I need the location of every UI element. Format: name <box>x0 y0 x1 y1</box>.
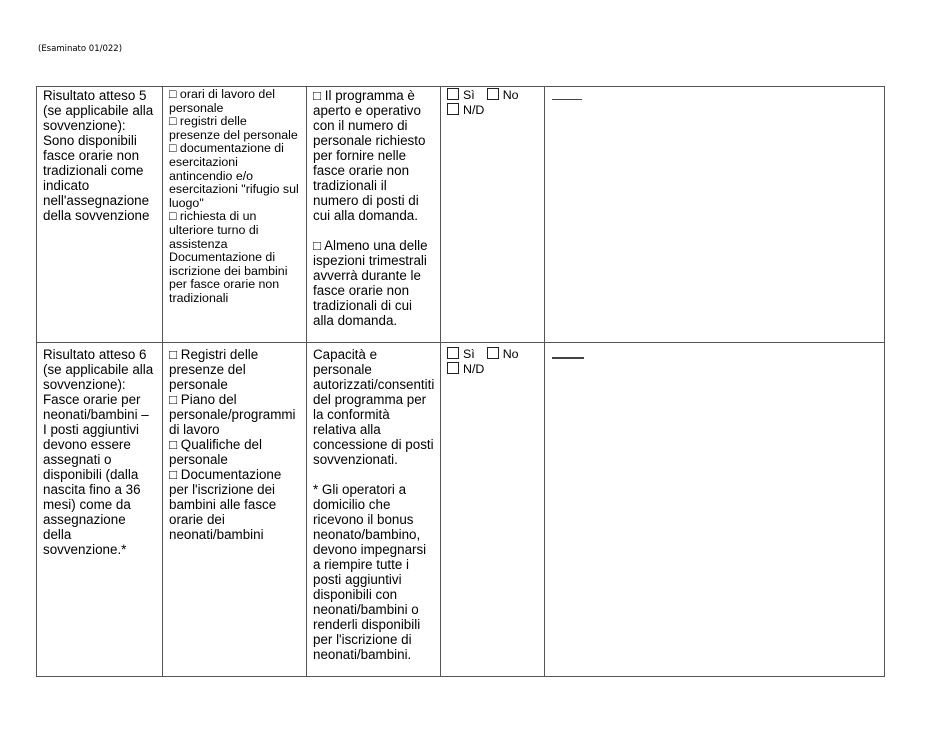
criteria-paragraph: □ Almeno una delle ispezioni trimestrali avverrà durante le fasce orarie non tradizionali di cui alla domanda. <box>313 238 428 328</box>
na-label: N/D <box>463 102 485 117</box>
notes-blank-line <box>552 348 584 359</box>
table-row-outcome-5 <box>37 87 885 343</box>
na-label: N/D <box>463 361 485 376</box>
outcome-text: Risultato atteso 5 (se applicabile alla sovvenzione): Sono disponibili fasce orarie non tradizionali come indicato nell'assegnazione della sovvenzione <box>43 88 154 223</box>
document-item: □ documentazione di esercitazioni antincendio e/o esercitazioni "rifugio sul luogo" <box>169 141 299 210</box>
notes-cell[interactable] <box>545 87 885 343</box>
document-item: □ Documentazione per l'iscrizione dei bambini alle fasce orarie dei neonati/bambini <box>169 467 282 542</box>
document-review-note: (Esaminato 01/022) <box>38 44 123 54</box>
notes-blank-line <box>552 90 582 100</box>
outcome-cell <box>37 87 163 343</box>
no-label: No <box>502 347 519 361</box>
document-item: □ Qualifiche del personale <box>169 437 262 467</box>
outcome-cell <box>37 343 163 677</box>
criteria-cell <box>307 343 441 677</box>
documents-cell <box>163 343 307 677</box>
criteria-paragraph: Capacità e personale autorizzati/consentiti del programma per la conformità relativa alla concessione di posti sovvenzionati. <box>313 347 435 467</box>
compliance-cell <box>441 87 545 343</box>
yes-label: Sì <box>463 88 475 102</box>
criteria-cell <box>307 87 441 343</box>
no-checkbox[interactable] <box>487 88 499 100</box>
no-checkbox[interactable] <box>487 347 499 359</box>
document-item: Documentazione di iscrizione dei bambini per fasce orarie non tradizionali <box>169 250 288 305</box>
outcome-text: Risultato atteso 6 (se applicabile alla sovvenzione): Fasce orarie per neonati/bambini – I posti aggiuntivi devono essere assegnati o disponibili (dalla nascita fino a 36 mesi) come da assegnazione della sovvenzione.* <box>43 347 154 557</box>
criteria-paragraph: □ Il programma è aperto e operativo con il numero di personale richiesto per fornire nelle fasce orarie non tradizionali il numero di posti di cui alla domanda. <box>313 88 426 223</box>
yes-checkbox[interactable] <box>447 347 459 359</box>
document-item: □ registri delle presenze del personale <box>169 114 298 142</box>
document-item: □ Piano del personale/programmi di lavoro <box>169 392 296 437</box>
criteria-paragraph: * Gli operatori a domicilio che ricevono il bonus neonato/bambino, devono impegnarsi a riempire tutte i posti aggiuntivi disponibili con neonati/bambini o renderli disponibili per l'iscrizione di neonati/bambini. <box>313 482 427 662</box>
documents-cell <box>163 87 307 343</box>
no-label: No <box>502 88 519 102</box>
document-item: □ richiesta di un ulteriore turno di assistenza <box>169 209 259 251</box>
na-checkbox[interactable] <box>447 103 459 115</box>
na-checkbox[interactable] <box>447 362 459 374</box>
table-row-outcome-6 <box>37 343 885 677</box>
outcomes-table <box>36 86 885 677</box>
document-item: □ orari di lavoro del personale <box>169 87 275 115</box>
yes-label: Sì <box>463 347 475 361</box>
notes-cell[interactable] <box>545 343 885 677</box>
compliance-cell <box>441 343 545 677</box>
document-item: □ Registri delle presenze del personale <box>169 347 259 392</box>
yes-checkbox[interactable] <box>447 88 459 100</box>
